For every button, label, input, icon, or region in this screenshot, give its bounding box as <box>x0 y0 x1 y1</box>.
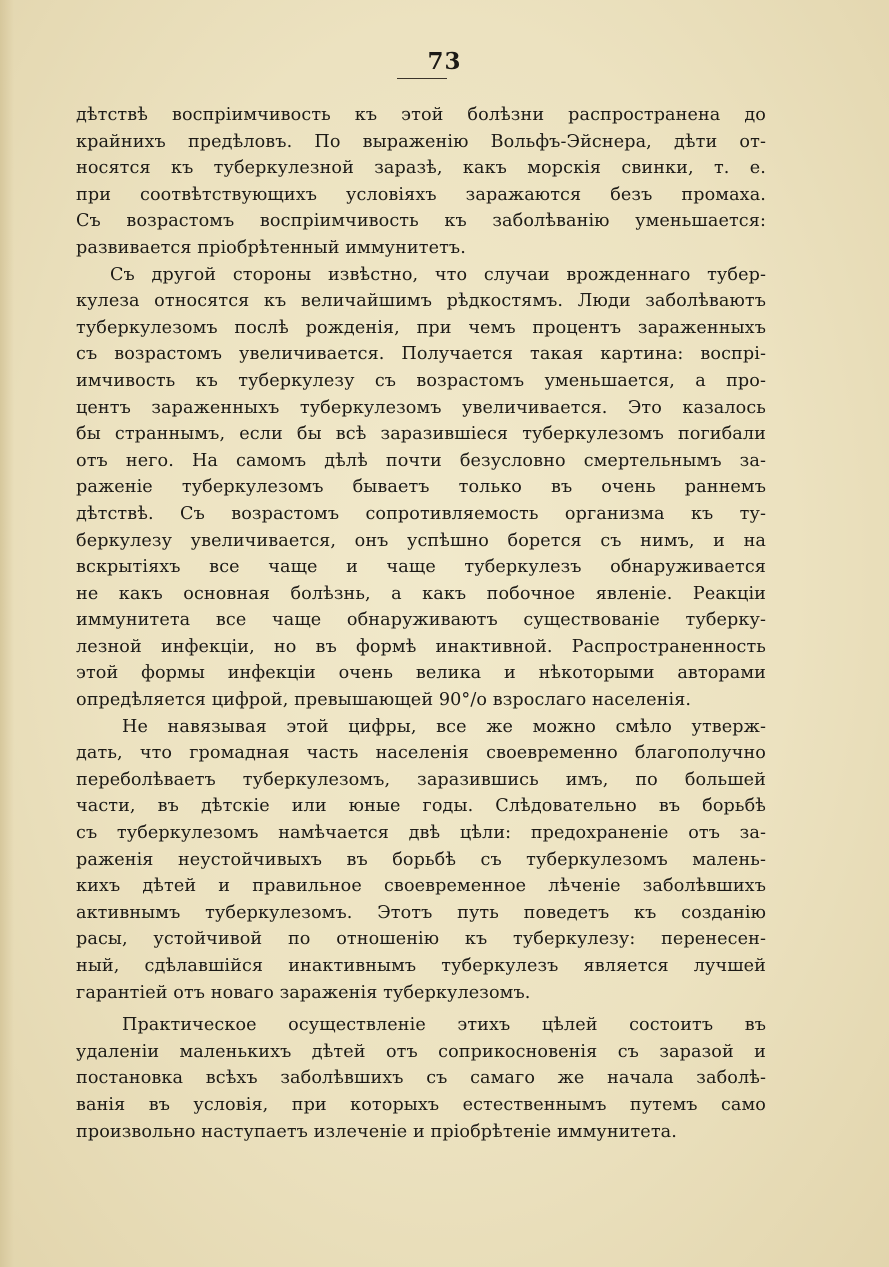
body-text <box>76 102 766 1145</box>
text-line: носятся къ туберкулезной заразѣ, какъ морскія свинки, т. е. <box>76 158 766 179</box>
text-line: центъ зараженныхъ туберкулезомъ увеличивается. Это казалось <box>76 397 766 418</box>
text-line: переболѣваетъ туберкулезомъ, заразившись имъ, по большей <box>76 769 766 790</box>
text-line: удаленіи маленькихъ дѣтей отъ соприкосновенія съ заразой и <box>76 1041 766 1062</box>
text-line: иммунитета все чаще обнаруживаютъ существованіе туберку- <box>76 610 766 631</box>
page-number: 73 <box>427 48 462 75</box>
text-line: съ возрастомъ увеличивается. Получается такая картина: воспрі- <box>76 344 766 365</box>
text-line: крайнихъ предѣловъ. По выраженію Вольфъ-Эйснера, дѣти от- <box>76 131 766 152</box>
page-edge-shadow <box>0 0 14 1267</box>
text-line: Не навязывая этой цифры, все же можно смѣло утверж- <box>122 716 766 737</box>
text-line: при соотвѣтствующихъ условіяхъ заражаются безъ промаха. <box>76 184 766 205</box>
text-line: Съ возрастомъ воспріимчивость къ заболѣванію уменьшается: <box>76 211 766 232</box>
text-line: Съ другой стороны извѣстно, что случаи врожденнаго тубер- <box>110 264 766 285</box>
text-line: лезной инфекціи, но въ формѣ инактивной. Распространенность <box>76 636 766 657</box>
text-line: вскрытіяхъ все чаще и чаще туберкулезъ обнаруживается <box>76 557 766 578</box>
text-line: активнымъ туберкулезомъ. Этотъ путь поведетъ къ созданію <box>76 902 766 923</box>
text-line: гарантіей отъ новаго зараженія туберкулезомъ. <box>76 982 531 1003</box>
text-line: ванія въ условія, при которыхъ естественнымъ путемъ само <box>76 1094 766 1115</box>
text-line: Практическое осуществленіе этихъ цѣлей состоитъ въ <box>122 1015 766 1036</box>
text-line: ный, сдѣлавшійся инактивнымъ туберкулезъ является лучшей <box>76 956 766 976</box>
text-line: туберкулезомъ послѣ рожденія, при чемъ процентъ зараженныхъ <box>76 317 766 338</box>
text-line: части, въ дѣтскіе или юные годы. Слѣдовательно въ борьбѣ <box>76 796 766 817</box>
text-line: отъ него. На самомъ дѣлѣ почти безусловно смертельнымъ за- <box>76 450 766 471</box>
text-line: постановка всѣхъ заболѣвшихъ съ самаго же начала заболѣ- <box>76 1068 766 1089</box>
text-line: съ туберкулезомъ намѣчается двѣ цѣли: предохраненіе отъ за- <box>76 823 766 844</box>
text-line: беркулезу увеличивается, онъ успѣшно борется съ нимъ, и на <box>76 530 766 551</box>
text-line: развивается пріобрѣтенный иммунитетъ. <box>76 237 466 258</box>
text-line: произвольно наступаетъ излеченіе и пріобрѣтеніе иммунитета. <box>76 1121 677 1142</box>
text-line: раженіе туберкулезомъ бываетъ только въ очень раннемъ <box>76 477 766 498</box>
page-number-underline <box>397 78 447 79</box>
text-line: бы страннымъ, если бы всѣ заразившіеся туберкулезомъ погибали <box>76 424 766 445</box>
text-line: раженія неустойчивыхъ въ борьбѣ съ туберкулезомъ малень- <box>76 849 766 870</box>
text-line: не какъ основная болѣзнь, а какъ побочное явленіе. Реакціи <box>76 583 766 604</box>
text-line: дать, что громадная часть населенія своевременно благополучно <box>76 743 766 764</box>
text-line: дѣтствѣ. Съ возрастомъ сопротивляемость организма къ ту- <box>76 503 766 524</box>
text-line: дѣтствѣ воспріимчивость къ этой болѣзни распространена до <box>76 105 766 125</box>
text-line: кулеза относятся къ величайшимъ рѣдкостямъ. Люди заболѣваютъ <box>76 291 766 312</box>
text-line: этой формы инфекціи очень велика и нѣкоторыми авторами <box>76 663 766 684</box>
text-line: имчивость къ туберкулезу съ возрастомъ уменьшается, а про- <box>76 370 766 391</box>
text-line: кихъ дѣтей и правильное своевременное лѣченіе заболѣвшихъ <box>76 876 766 897</box>
text-line: расы, устойчивой по отношенію къ туберкулезу: перенесен- <box>76 929 766 950</box>
text-line: опредѣляется цифрой, превышающей 90°/о взрослаго населенія. <box>76 690 692 711</box>
